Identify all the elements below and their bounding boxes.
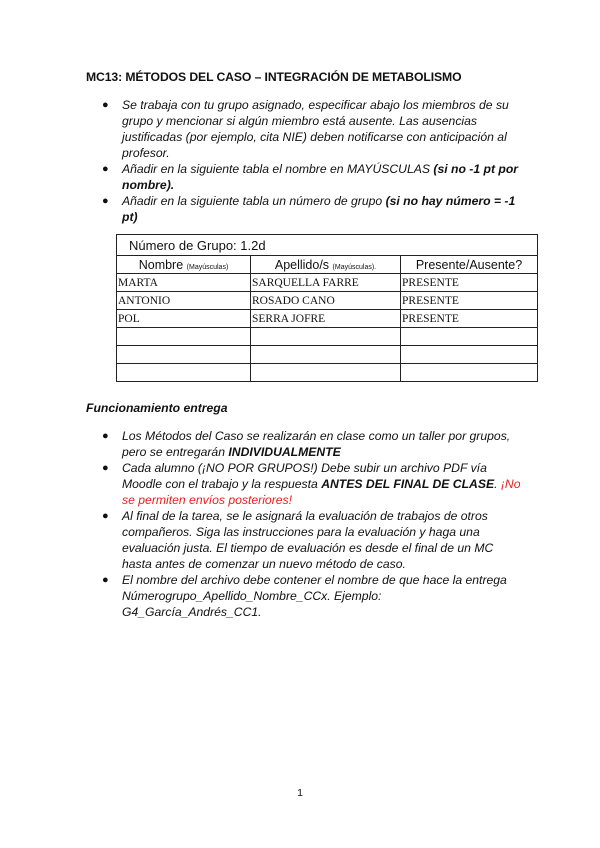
item-text: Al final de la tarea, se le asignará la evaluación de trabajos de otros compañeros. Siga las instrucciones para la evaluación y haga una evaluación justa. El tiempo de evaluación es desde el final de un MC hasta antes de comenzar un nuevo método de caso. bbox=[122, 509, 494, 571]
list-item bbox=[102, 508, 522, 572]
item-text: El nombre del archivo debe contener el nombre de que hace la entrega Númerogrupo_Apellido_Nombre_CCx. Ejemplo: G4_García_Andrés_CC1. bbox=[122, 573, 507, 619]
table-row bbox=[117, 364, 538, 382]
apellidos-cell: SARQUELLA FARRE bbox=[251, 274, 401, 292]
header-apellidos bbox=[251, 256, 401, 274]
header-nombre-main: Nombre bbox=[138, 257, 187, 272]
apellidos-cell: SERRA JOFRE bbox=[251, 310, 401, 328]
bullet-icon: ● bbox=[102, 195, 109, 207]
emphasis-text: (si no -1 pt por nombre). bbox=[122, 162, 519, 192]
emphasis-text: INDIVIDUALMENTE bbox=[228, 445, 341, 459]
group-number-row bbox=[117, 235, 538, 256]
bullet-icon: ● bbox=[102, 510, 109, 522]
estado-cell: PRESENTE bbox=[401, 310, 538, 328]
list-item bbox=[102, 97, 522, 161]
apellidos-cell bbox=[251, 328, 401, 346]
header-apellidos-note: (Mayúsculas). bbox=[332, 263, 377, 271]
table-row bbox=[117, 346, 538, 364]
estado-cell: PRESENTE bbox=[401, 274, 538, 292]
nombre-cell: MARTA bbox=[117, 274, 251, 292]
header-nombre-note: (Mayúsculas) bbox=[186, 263, 229, 271]
table-row bbox=[117, 328, 538, 346]
nombre-cell bbox=[117, 346, 251, 364]
bullet-icon: ● bbox=[102, 99, 109, 111]
item-text: Los Métodos del Caso se realizarán en clase como un taller por grupos, pero se entregarán bbox=[122, 429, 511, 459]
emphasis-text: (si no hay número = -1 pt) bbox=[122, 194, 516, 224]
table-row bbox=[117, 310, 538, 328]
header-nombre bbox=[117, 256, 251, 274]
estado-cell bbox=[401, 346, 538, 364]
nombre-cell: POL bbox=[117, 310, 251, 328]
bullet-icon: ● bbox=[102, 462, 109, 474]
table-header-row bbox=[117, 256, 538, 274]
bullet-icon: ● bbox=[102, 163, 109, 175]
page-number: 1 bbox=[297, 787, 303, 799]
bullet-icon: ● bbox=[102, 430, 109, 442]
emphasis-text: ANTES DEL FINAL DE CLASE bbox=[321, 477, 495, 491]
item-text: Cada alumno (¡NO POR GRUPOS!) Debe subir un archivo PDF vía Moodle con el trabajo y la respuesta bbox=[122, 461, 487, 491]
nombre-cell bbox=[117, 364, 251, 382]
document-title: MC13: MÉTODOS DEL CASO – INTEGRACIÓN DE METABOLISMO bbox=[86, 70, 462, 84]
table-row bbox=[117, 274, 538, 292]
apellidos-cell bbox=[251, 346, 401, 364]
item-text: Se trabaja con tu grupo asignado, especificar abajo los miembros de su grupo y mencionar si algún miembro está ausente. Las ausencias justificadas (por ejemplo, cita NIE) deben notificarse con anticipación al profesor. bbox=[122, 98, 509, 160]
header-apellidos-main: Apellido/s bbox=[274, 257, 333, 272]
estado-cell: PRESENTE bbox=[401, 292, 538, 310]
nombre-cell bbox=[117, 328, 251, 346]
table-row bbox=[117, 292, 538, 310]
instructions-list bbox=[102, 97, 522, 225]
item-text: Añadir en la siguiente tabla un número de grupo bbox=[122, 194, 386, 208]
estado-cell bbox=[401, 364, 538, 382]
bullet-icon: ● bbox=[102, 574, 109, 586]
group-table bbox=[116, 234, 538, 382]
item-text: . bbox=[494, 477, 501, 491]
section-title: Funcionamiento entrega bbox=[86, 401, 228, 415]
apellidos-cell bbox=[251, 364, 401, 382]
list-item bbox=[102, 193, 522, 225]
item-text: Añadir en la siguiente tabla el nombre en MAYÚSCULAS bbox=[122, 162, 434, 176]
list-item bbox=[102, 161, 522, 193]
estado-cell bbox=[401, 328, 538, 346]
header-presente-main: Presente/Ausente? bbox=[415, 257, 523, 272]
group-number-cell: Número de Grupo: 1.2d bbox=[117, 235, 538, 256]
delivery-list bbox=[102, 428, 522, 620]
header-presente bbox=[401, 256, 538, 274]
list-item bbox=[102, 428, 522, 460]
nombre-cell: ANTONIO bbox=[117, 292, 251, 310]
warning-text: ¡No se permiten envíos posteriores! bbox=[122, 477, 521, 507]
list-item bbox=[102, 572, 522, 620]
apellidos-cell: ROSADO CANO bbox=[251, 292, 401, 310]
list-item bbox=[102, 460, 522, 508]
